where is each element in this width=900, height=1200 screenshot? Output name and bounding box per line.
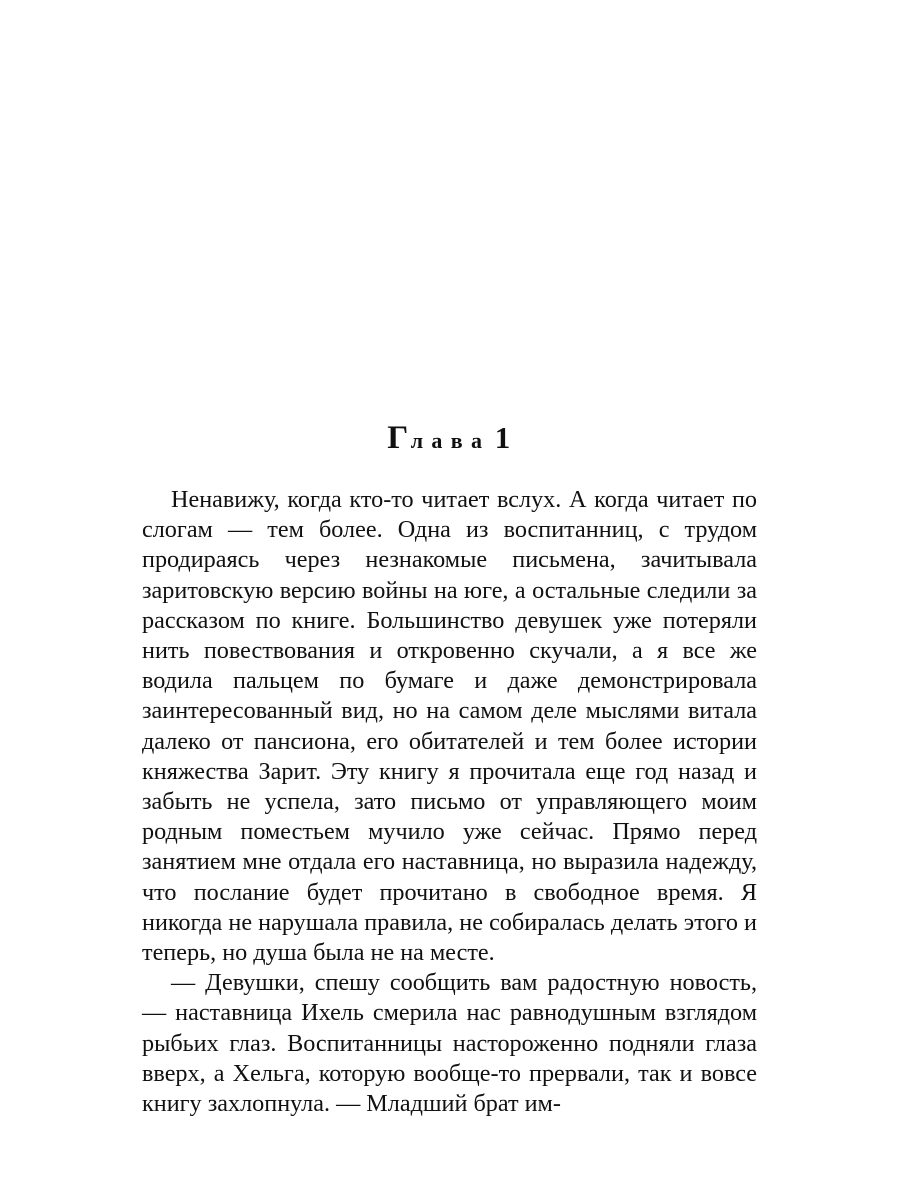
body-text	[142, 485, 757, 1119]
chapter-title-word: лава	[410, 428, 491, 453]
chapter-number: 1	[494, 420, 513, 455]
paragraph: Ненавижу, когда кто-то читает вслух. А когда читает по слогам — тем более. Одна из воспитанниц, с трудом продираясь через незнакомые письмена, зачитывала заритовскую версию войны на юге, а остальные следили за рассказом по книге. Большинство девушек уже потеряли нить повествования и откровенно скучали, а я все же водила пальцем по бумаге и даже демонстрировала заинтересованный вид, но на самом деле мыслями витала далеко от пансиона, его обитателей и тем более истории княжества Зарит. Эту книгу я прочитала еще год назад и забыть не успела, зато письмо от управляющего моим родным поместьем мучило уже сейчас. Прямо перед занятием мне отдала его наставница, но выразила надежду, что послание будет прочитано в свободное время. Я никогда не нарушала правила, не собиралась делать этого и теперь, но душа была не на месте.	[142, 486, 757, 967]
paragraph: — Девушки, спешу сообщить вам радостную новость, — наставница Ихель смерила нас равнодушным взглядом рыбьих глаз. Воспитанницы настороженно подняли глаза вверх, а Хельга, которую вообще-то прервали, так и вовсе книгу захлопнула. — Младший брат им-	[142, 969, 757, 1118]
chapter-title-initial: Г	[387, 420, 411, 456]
chapter-heading	[0, 418, 900, 461]
